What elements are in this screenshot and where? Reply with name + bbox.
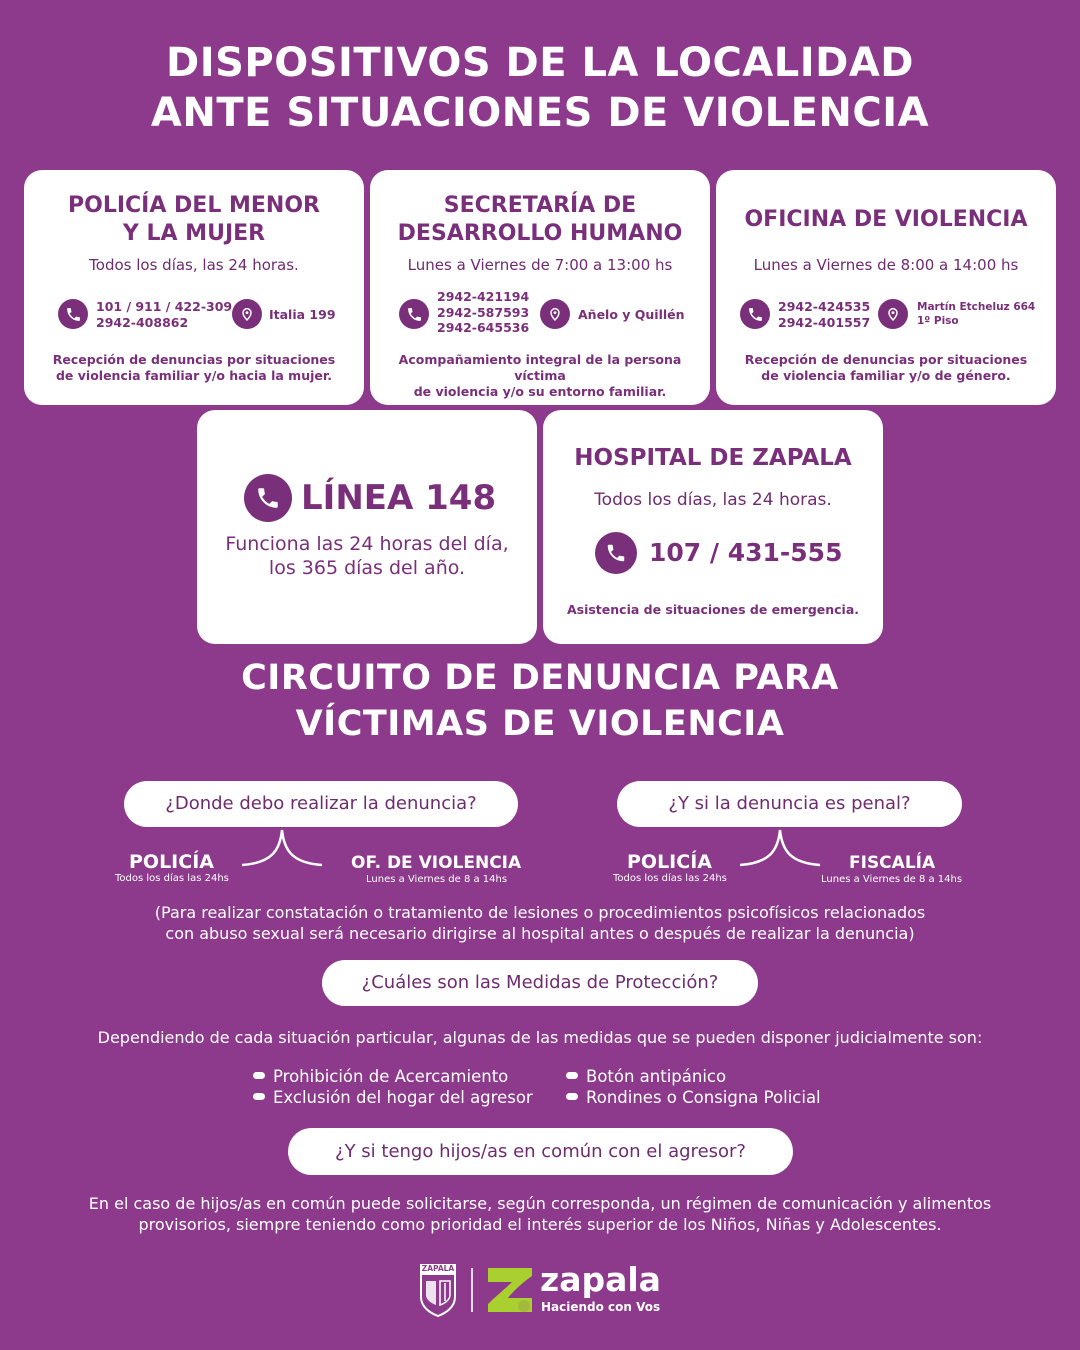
card-policia (24, 170, 364, 405)
phone-icon (399, 299, 429, 329)
location-pin-icon (232, 299, 262, 329)
location-pin-icon (878, 299, 908, 329)
card-secretaria-title (370, 192, 710, 248)
card-oficina-title: OFICINA DE VIOLENCIA (744, 207, 1028, 232)
hospital-description: Asistencia de situaciones de emergencia. (566, 602, 860, 617)
measure-item: Rondines o Consigna Policial (566, 1088, 821, 1107)
circuit-title (0, 655, 1080, 747)
card-secretaria-phones (437, 289, 529, 336)
phone-number[interactable]: 2942-424535 (778, 299, 871, 314)
page-title-line2: ANTE SITUACIONES DE VIOLENCIA (150, 90, 930, 136)
closing-paragraph (0, 1193, 1080, 1235)
phone-number[interactable]: 2942-587593 (437, 304, 530, 320)
address-line: Martín Etcheluz 664 (917, 301, 1036, 313)
card-secretaria-address: Añelo y Quillén (578, 307, 685, 322)
card-oficina-schedule: Lunes a Viernes de 8:00 a 14:00 hs (753, 256, 1019, 274)
desc-line: Funciona las 24 horas del día, (225, 533, 509, 555)
card-policia-description (32, 352, 356, 384)
branch-q1-left: POLICÍA (129, 851, 214, 873)
phone-number[interactable]: 2942-408862 (96, 314, 189, 330)
page-title-line1: DISPOSITIVOS DE LA LOCALIDAD (165, 40, 914, 86)
hospital-phone[interactable]: 107 / 431-555 (649, 538, 843, 567)
card-oficina (716, 170, 1056, 405)
branch-connector (734, 828, 826, 870)
location-pin-icon (540, 299, 570, 329)
phone-number[interactable]: 101 / 911 / 422-309 (96, 299, 233, 314)
footer-divider (471, 1268, 473, 1312)
branch-q2-right-sub: Lunes a Viernes de 8 a 14hs (821, 874, 963, 885)
card-policia-title-line2: Y LA MUJER (122, 221, 266, 246)
measure-item: Prohibición de Acercamiento (253, 1067, 508, 1086)
desc-line: de violencia familiar y/o de género. (761, 368, 1011, 383)
desc-line: los 365 días del año. (268, 557, 466, 579)
phone-icon (595, 532, 637, 574)
branch-q1-right: OF. DE VIOLENCIA (351, 853, 522, 873)
desc-line: de violencia familiar y/o hacia la mujer. (55, 368, 332, 383)
linea-148-description (197, 532, 537, 580)
brand-tagline: Haciendo con Vos (541, 1300, 661, 1314)
phone-number[interactable]: 2942-421194 (437, 289, 530, 304)
closing-line: En el caso de hijos/as en común puede solicitarse, según corresponda, un régimen de comunicación y alimentos (88, 1194, 992, 1213)
card-secretaria-title-line2: DESARROLLO HUMANO (397, 221, 683, 246)
hospital-title: HOSPITAL DE ZAPALA (574, 445, 852, 471)
question-medidas-proteccion: ¿Cuáles son las Medidas de Protección? (322, 960, 758, 1006)
branch-q2-left: POLICÍA (627, 851, 712, 873)
desc-line: Acompañamiento integral de la persona víctima (398, 352, 682, 383)
branch-q1-right-sub: Lunes a Viernes de 8 a 14hs (366, 874, 508, 885)
zapala-shield-logo (418, 1263, 458, 1317)
desc-line: Recepción de denuncias por situaciones (52, 352, 336, 367)
card-policia-title (24, 192, 364, 248)
branch-q2-right: FISCALÍA (849, 853, 936, 873)
note-line: (Para realizar constatación o tratamiento de lesiones o procedimientos psicofísicos relacionados (154, 903, 926, 922)
address-line: 1º Piso (917, 315, 959, 327)
question-donde-denuncia: ¿Donde debo realizar la denuncia? (124, 781, 518, 827)
phone-icon (58, 299, 88, 329)
desc-line: Recepción de denuncias por situaciones (744, 352, 1028, 367)
circuit-title-line2: VÍCTIMAS DE VIOLENCIA (295, 704, 785, 744)
card-secretaria-title-line1: SECRETARÍA DE (443, 193, 637, 218)
phone-number[interactable]: 2942-401557 (778, 314, 871, 330)
page-title (0, 38, 1080, 138)
card-policia-schedule: Todos los días, las 24 horas. (89, 256, 299, 274)
card-policia-title-line1: POLICÍA DEL MENOR (68, 193, 320, 218)
card-oficina-description (724, 352, 1048, 384)
question-denuncia-penal: ¿Y si la denuncia es penal? (617, 781, 962, 827)
branch-connector (236, 828, 328, 870)
note-line: con abuso sexual será necesario dirigirse al hospital antes o después de realizar la denuncia) (165, 924, 915, 943)
linea-148-title[interactable]: LÍNEA 148 (301, 478, 497, 518)
zapala-z-icon (486, 1264, 534, 1320)
question-hijos-en-comun: ¿Y si tengo hijos/as en común con el agresor? (288, 1128, 793, 1175)
hospital-note (0, 902, 1080, 944)
branch-q1-left-sub: Todos los días las 24hs (115, 873, 229, 884)
card-secretaria-schedule: Lunes a Viernes de 7:00 a 13:00 hs (407, 256, 673, 274)
brand-name: zapala (540, 1260, 661, 1299)
measure-item: Exclusión del hogar del agresor (253, 1088, 533, 1107)
shield-text: ZAPALA (421, 1264, 455, 1273)
card-oficina-address (917, 300, 1035, 328)
card-hospital (543, 410, 883, 644)
circuit-title-line1: CIRCUITO DE DENUNCIA PARA (241, 658, 839, 698)
hospital-schedule: Todos los días, las 24 horas. (594, 490, 832, 510)
card-policia-address: Italia 199 (269, 307, 336, 322)
branch-q2-left-sub: Todos los días las 24hs (613, 873, 727, 884)
card-secretaria (370, 170, 710, 405)
phone-icon (244, 474, 292, 522)
phone-icon (740, 299, 770, 329)
card-oficina-phones (778, 299, 870, 330)
phone-number[interactable]: 2942-645536 (437, 320, 530, 335)
measure-item: Botón antipánico (566, 1067, 726, 1086)
card-secretaria-description (378, 352, 702, 400)
desc-line: de violencia y/o su entorno familiar. (413, 384, 667, 399)
measures-intro: Dependiendo de cada situación particular, algunas de las medidas que se pueden disponer judicialmente son: (97, 1028, 983, 1047)
closing-line: provisorios, siempre teniendo como prioridad el interés superior de los Niños, Niñas y Adolescentes. (138, 1215, 942, 1234)
card-linea-148 (197, 410, 537, 644)
card-policia-phones (96, 299, 232, 330)
